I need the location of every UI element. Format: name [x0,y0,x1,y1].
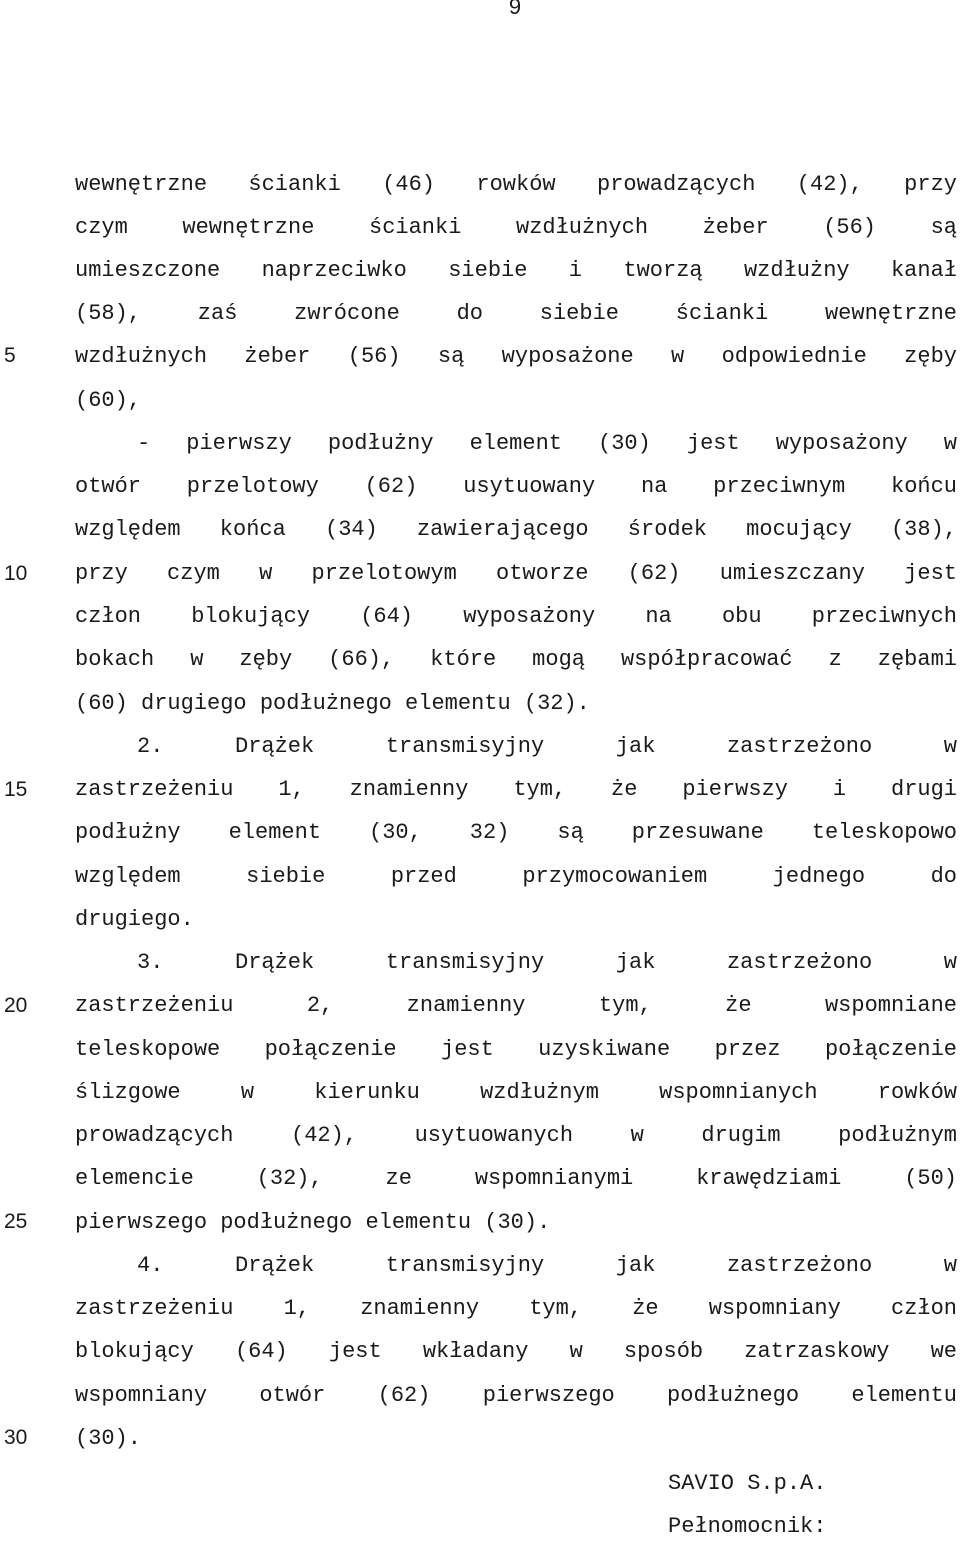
text-line: zastrzeżeniu 1, znamienny tym, że pierwszy i drugi [75,777,957,802]
text-line: ślizgowe w kierunku wzdłużnym wspomnianych rowków [75,1080,957,1105]
text-line: podłużny element (30, 32) są przesuwane teleskopowo [75,820,957,845]
signature-role: Pełnomocnik: [668,1514,827,1539]
text-line: (58), zaś zwrócone do siebie ścianki wewnętrzne [75,301,957,326]
text-line: teleskopowe połączenie jest uzyskiwane przez połączenie [75,1037,957,1062]
text-line: przy czym w przelotowym otworze (62) umieszczany jest [75,561,957,586]
text-line: czym wewnętrzne ścianki wzdłużnych żeber (56) są [75,215,957,240]
text-line: - pierwszy podłużny element (30) jest wyposażony w [137,431,957,456]
text-line: względem siebie przed przymocowaniem jednego do [75,864,957,889]
page-number: 9 [508,0,522,19]
line-number: 30 [4,1426,28,1449]
text-line: wzdłużnych żeber (56) są wyposażone w odpowiednie zęby [75,344,957,369]
text-line: wspomniany otwór (62) pierwszego podłużnego elementu [75,1383,957,1408]
text-line: względem końca (34) zawierającego środek mocujący (38), [75,517,957,542]
line-number: 15 [4,778,28,801]
line-number: 5 [4,344,16,367]
text-line: 4. Drążek transmisyjny jak zastrzeżono w [137,1253,957,1278]
text-line: człon blokujący (64) wyposażony na obu przeciwnych [75,604,957,629]
text-line: blokujący (64) jest wkładany w sposób zatrzaskowy we [75,1339,957,1364]
line-number: 20 [4,994,28,1017]
text-line: zastrzeżeniu 1, znamienny tym, że wspomniany człon [75,1296,957,1321]
line-number: 10 [4,562,28,585]
line-number: 25 [4,1210,28,1233]
text-line: drugiego. [75,907,194,932]
text-line: elemencie (32), ze wspomnianymi krawędziami (50) [75,1166,957,1191]
text-line: (30). [75,1426,142,1451]
text-line: (60), [75,388,142,413]
text-line: wewnętrzne ścianki (46) rowków prowadzących (42), przy [75,172,957,197]
text-line: 2. Drążek transmisyjny jak zastrzeżono w [137,734,957,759]
text-line: zastrzeżeniu 2, znamienny tym, że wspomniane [75,993,957,1018]
text-line: bokach w zęby (66), które mogą współpracować z zębami [75,647,957,672]
text-line: otwór przelotowy (62) usytuowany na przeciwnym końcu [75,474,957,499]
text-line: 3. Drążek transmisyjny jak zastrzeżono w [137,950,957,975]
text-line: (60) drugiego podłużnego elementu (32). [75,691,590,716]
signature-company: SAVIO S.p.A. [668,1471,827,1496]
text-line: pierwszego podłużnego elementu (30). [75,1210,551,1235]
text-line: prowadzących (42), usytuowanych w drugim podłużnym [75,1123,957,1148]
text-line: umieszczone naprzeciwko siebie i tworzą wzdłużny kanał [75,258,957,283]
